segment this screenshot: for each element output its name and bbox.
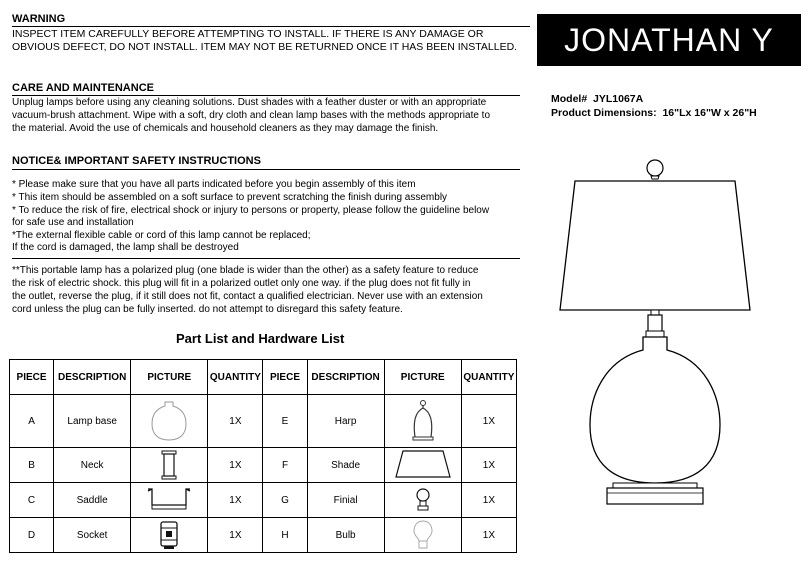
lamp-illustration [555, 155, 755, 520]
piece-cell: G [263, 483, 307, 518]
picture-cell [384, 448, 461, 483]
plug-line-4: cord unless the plug can be fully inserted. do not attempt to disregard this safety feature. [12, 304, 403, 315]
quantity-cell: 1X [461, 483, 516, 518]
notice-line-5: *The external flexible cable or cord of this lamp cannot be replaced; [12, 230, 311, 241]
notice-line-6: If the cord is damaged, the lamp shall be destroyed [12, 242, 239, 253]
warning-title: WARNING [12, 13, 66, 25]
warning-line-2: OBVIOUS DEFECT, DO NOT INSTALL. ITEM MAY NOT BE RETURNED ONCE IT HAS BEEN INSTALLED. [12, 41, 518, 53]
description-cell: Saddle [54, 483, 131, 518]
plug-line-2: the risk of electric shock. this plug will fit in a polarized outlet only one way. if the plug does not fit fully in [12, 278, 471, 289]
care-line-3: the material. Avoid the use of chemicals and household cleaners as they may damage the finish. [12, 123, 439, 134]
picture-cell [384, 518, 461, 553]
quantity-cell: 1X [208, 483, 263, 518]
piece-cell: A [10, 395, 54, 448]
picture-cell [131, 483, 208, 518]
finial-icon [413, 487, 433, 513]
picture-cell [384, 483, 461, 518]
parts-table [9, 359, 517, 553]
harp-icon [408, 399, 438, 443]
lamp-neck-icon [646, 315, 664, 337]
brand-logo: JONATHAN Y [537, 14, 801, 66]
piece-cell: C [10, 483, 54, 518]
lamp-shade-icon [560, 181, 750, 310]
piece-cell: H [263, 518, 307, 553]
notice-title: NOTICE& IMPORTANT SAFETY INSTRUCTIONS [12, 155, 261, 167]
quantity-cell: 1X [461, 395, 516, 448]
lamp-base-plinth-icon [607, 483, 703, 504]
header-picture: PICTURE [131, 360, 208, 395]
header-piece: PIECE [10, 360, 54, 395]
dimensions-label: Product Dimensions: [551, 107, 657, 119]
warning-rule [12, 26, 530, 27]
table-row [10, 483, 517, 518]
picture-cell [131, 518, 208, 553]
header-quantity-2: QUANTITY [461, 360, 516, 395]
lamp-body-icon [590, 337, 720, 483]
care-line-2: vacuum-brush attachment. Wipe with a soft, dry cloth and clean lamp bases with the methods appropriate to [12, 110, 491, 121]
piece-cell: D [10, 518, 54, 553]
header-picture-2: PICTURE [384, 360, 461, 395]
table-row [10, 395, 517, 448]
dimensions-value: 16"Lx 16"W x 26"H [662, 107, 757, 119]
plug-line-1: **This portable lamp has a polarized plug (one blade is wider than the other) as a safety feature to reduce [12, 265, 479, 276]
quantity-cell: 1X [461, 518, 516, 553]
saddle-icon [144, 487, 194, 513]
dimensions-row [551, 107, 757, 119]
picture-cell [131, 395, 208, 448]
lamp-harp-icon [651, 310, 659, 315]
parts-title: Part List and Hardware List [176, 331, 345, 346]
plug-line-3: the outlet, reverse the plug, if it still does not fit, contact a qualified electrician. Never use with an extension [12, 291, 483, 302]
table-row [10, 518, 517, 553]
shade-icon [393, 449, 453, 481]
notice-line-4: for safe use and installation [12, 217, 134, 228]
quantity-cell: 1X [208, 395, 263, 448]
notice-line-1: * Please make sure that you have all parts indicated before you begin assembly of this item [12, 179, 416, 190]
piece-cell: E [263, 395, 307, 448]
header-description: DESCRIPTION [54, 360, 131, 395]
model-row [551, 93, 643, 105]
piece-cell: F [263, 448, 307, 483]
model-value: JYL1067A [593, 93, 644, 105]
care-title: CARE AND MAINTENANCE [12, 82, 154, 94]
header-description-2: DESCRIPTION [307, 360, 384, 395]
header-quantity: QUANTITY [208, 360, 263, 395]
description-cell: Harp [307, 395, 384, 448]
notice-line-3: * To reduce the risk of fire, electrical shock or injury to persons or property, please follow the guideline below [12, 205, 490, 216]
description-cell: Lamp base [54, 395, 131, 448]
socket-icon [158, 520, 180, 550]
description-cell: Neck [54, 448, 131, 483]
notice-line-2: * This item should be assembled on a soft surface to prevent scratching the finish during assembly [12, 192, 448, 203]
description-cell: Socket [54, 518, 131, 553]
care-line-1: Unplug lamps before using any cleaning solutions. Dust shades with a feather duster or with an appropriate [12, 97, 487, 108]
description-cell: Shade [307, 448, 384, 483]
quantity-cell: 1X [461, 448, 516, 483]
piece-cell: B [10, 448, 54, 483]
quantity-cell: 1X [208, 518, 263, 553]
bulb-icon [412, 519, 434, 551]
table-header-row [10, 360, 517, 395]
notice-divider [12, 258, 520, 259]
neck-icon [159, 450, 179, 480]
warning-line-1: INSPECT ITEM CAREFULLY BEFORE ATTEMPTING TO INSTALL. IF THERE IS ANY DAMAGE OR [12, 28, 484, 40]
description-cell: Bulb [307, 518, 384, 553]
notice-rule [12, 169, 520, 170]
description-cell: Finial [307, 483, 384, 518]
picture-cell [131, 448, 208, 483]
header-piece-2: PIECE [263, 360, 307, 395]
picture-cell [384, 395, 461, 448]
lamp-base-icon [149, 400, 189, 442]
quantity-cell: 1X [208, 448, 263, 483]
table-row [10, 448, 517, 483]
lamp-finial-icon [647, 160, 663, 179]
model-label: Model# [551, 93, 588, 105]
